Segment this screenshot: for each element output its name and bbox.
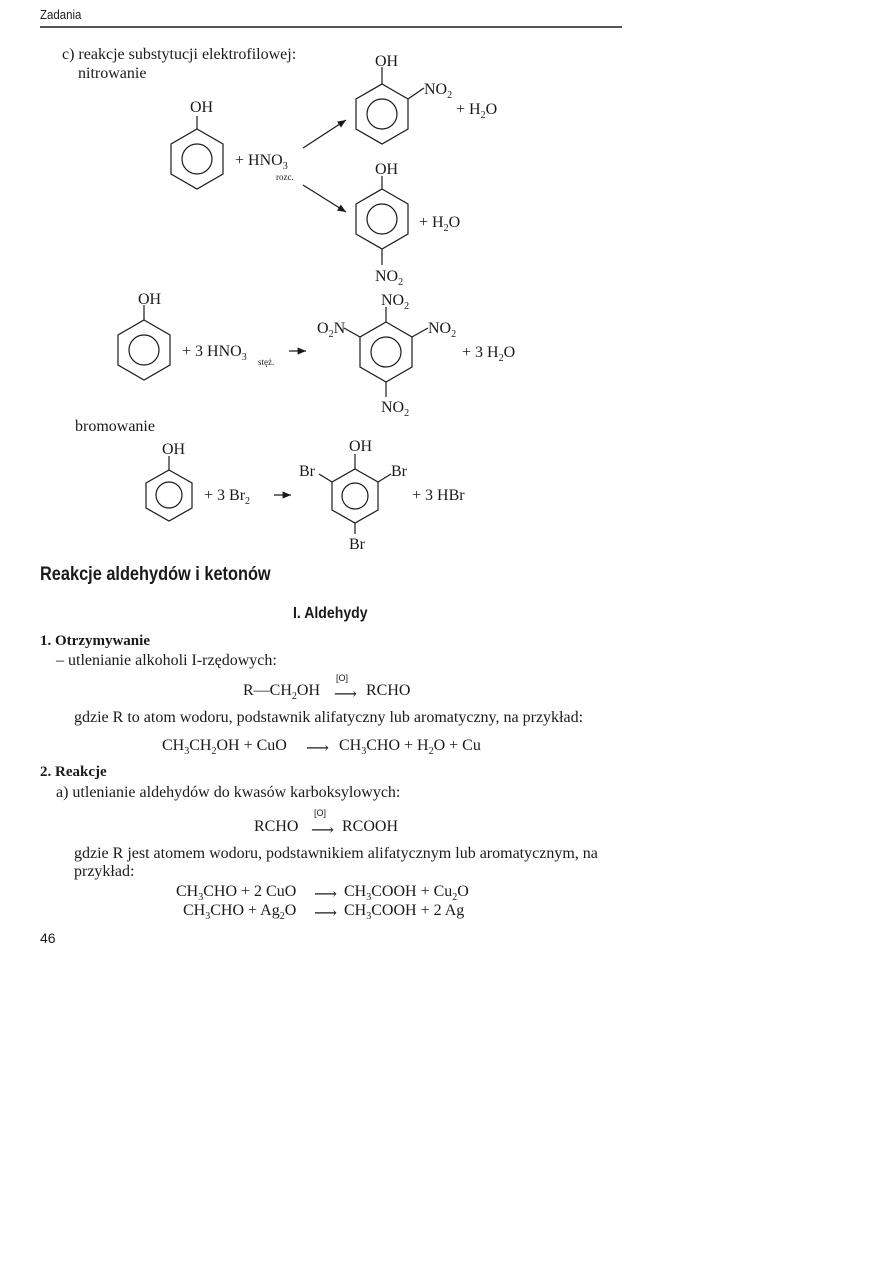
eq2-left: $CH_3CH_2OH$ + CuO	[162, 737, 287, 758]
picric-byproduct-water: + 3 $H_2O$	[462, 344, 516, 364]
reagent-hno3-sub: 3	[282, 161, 288, 172]
reagent-3br2-label: + 3 $Br_2$	[204, 487, 251, 507]
para-no2-label: $NO_2$	[375, 268, 404, 288]
eq1-arrow: ⟶	[334, 686, 357, 703]
section-title: Reakcje aldehydów i ketonów	[40, 564, 271, 585]
tribromophenol-br-right: Br	[391, 463, 407, 480]
eq1-left: $R—CH_2OH$	[243, 682, 321, 703]
picric-no2-right: $NO_2$	[428, 320, 457, 340]
reagent-hno3-text: + HNO	[235, 152, 283, 169]
arrow-to-para	[303, 185, 346, 212]
item1-line: – utlenianie alkoholi I-rzędowych:	[56, 652, 277, 669]
reagent-3hno3-label: + 3 $HNO_3$	[182, 343, 247, 363]
eq4-left: $CH_3CHO + 2$ CuO	[176, 883, 297, 904]
arrow-to-ortho	[303, 120, 346, 148]
page-number: 46	[40, 930, 56, 946]
phenol-1-oh-label: OH	[190, 99, 214, 116]
eq3-over-label: [O]	[314, 808, 327, 818]
tribromophenol-oh: OH	[349, 438, 373, 455]
phenol-3-oh-label: OH	[162, 441, 186, 458]
picric-acid-ring	[344, 307, 428, 397]
picric-no2-top: $NO_2$	[381, 292, 410, 312]
eq5-arrow: ⟶	[314, 905, 337, 922]
reaction-schemes	[0, 0, 893, 560]
ortho-byproduct-water: + $H_2O$	[456, 101, 498, 121]
eq1-right: RCHO	[366, 682, 411, 699]
eq3-arrow: ⟶	[311, 822, 334, 839]
eq1-over-label: [O]	[336, 673, 349, 683]
section-c-label: c) reakcje substytucji elektrofilowej:	[62, 46, 297, 63]
phenol-ring-3	[146, 456, 192, 521]
picric-o2n-left: $O_2N$	[317, 320, 346, 340]
eq3-note-1: gdzie R jest atomem wodoru, podstawnikiem alifatycznym lub aromatycznym, na	[74, 845, 598, 862]
condition-conc-label: stęż.	[258, 357, 275, 367]
eq5-right: $CH_3COOH + 2$ Ag	[344, 902, 465, 923]
nitration-label: nitrowanie	[78, 65, 147, 82]
running-title: Zadania	[40, 7, 82, 22]
para-oh-label: OH	[375, 161, 399, 178]
eq3-left: RCHO	[254, 818, 299, 835]
ortho-no2-label: $NO_2$	[424, 81, 453, 101]
phenol-ring-1	[171, 116, 223, 189]
eq2-arrow: ⟶	[306, 740, 329, 757]
eq1-note: gdzie R to atom wodoru, podstawnik alifatyczny lub aromatyczny, na przykład:	[74, 709, 584, 726]
item2-line: a) utlenianie aldehydów do kwasów karboksylowych:	[56, 784, 401, 801]
phenol-ring-2	[118, 305, 170, 380]
tribromophenol-ring	[319, 454, 391, 534]
eq5-left: $CH_3CHO + Ag_2O$	[183, 902, 297, 923]
eq3-right: RCOOH	[342, 818, 399, 835]
bromination-byproduct: + 3 HBr	[412, 487, 465, 504]
ortho-oh-label: OH	[375, 53, 399, 70]
tribromophenol-br-left: Br	[299, 463, 315, 480]
reagent-hno3-label	[235, 152, 288, 172]
picric-no2-bottom: $NO_2$	[381, 399, 410, 419]
eq4-arrow: ⟶	[314, 886, 337, 903]
tribromophenol-br-bottom: Br	[349, 536, 365, 553]
item1-title: 1. Otrzymywanie	[40, 633, 150, 649]
condition-dilute-label: rozc.	[276, 172, 294, 182]
eq4-right: $CH_3COOH + Cu_2O$	[344, 883, 469, 904]
eq2-right: $CH_3CHO + H_2O + Cu$	[339, 737, 481, 758]
phenol-2-oh-label: OH	[138, 291, 162, 308]
para-nitrophenol-ring	[356, 176, 408, 265]
item2-title: 2. Reakcje	[40, 764, 107, 780]
eq3-note-2: przykład:	[74, 863, 135, 880]
bromination-label: bromowanie	[75, 418, 155, 435]
ortho-nitrophenol-ring	[356, 67, 424, 144]
para-byproduct-water: + $H_2O$	[419, 214, 461, 234]
section-subtitle: I. Aldehydy	[293, 605, 368, 622]
